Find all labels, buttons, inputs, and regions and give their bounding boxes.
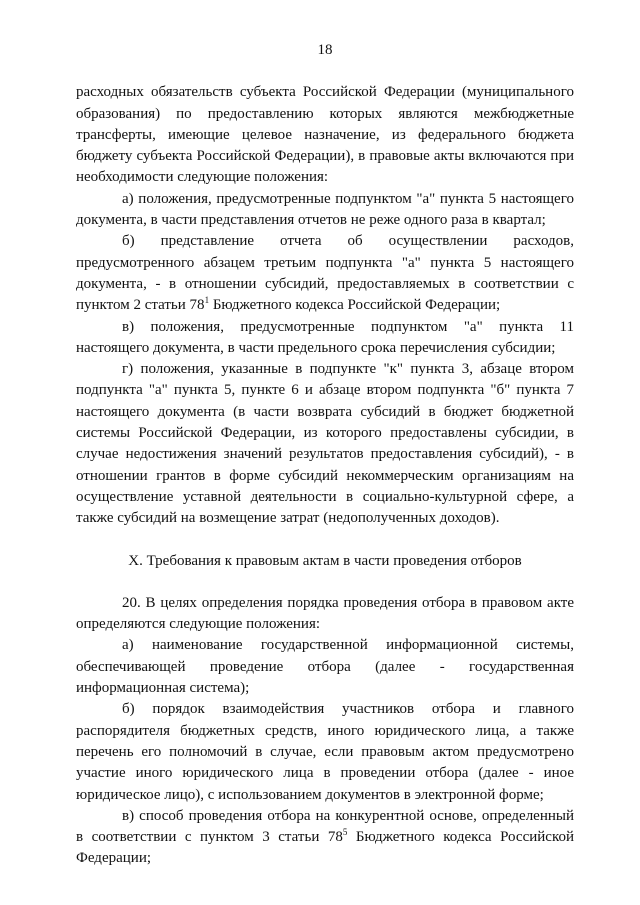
section-item-v (76, 806, 574, 870)
intro-item-b-tail: Бюджетного кодекса Российской Федерации; (209, 297, 501, 314)
paragraph-20: 20. В целях определения порядка проведения отбора в правовом акте определяются следующие положения: (76, 594, 574, 633)
section-heading: X. Требования к правовым актам в части проведения отборов (128, 552, 522, 569)
section-item-v-superscript: 5 (342, 827, 348, 838)
intro-item-v: в) положения, предусмотренные подпунктом "а" пункта 11 настоящего документа, в части предельного срока перечисления субсидии; (76, 318, 574, 356)
section-item-b: б) порядок взаимодействия участников отбора и главного распорядителя бюджетных средств, иного юридического лица, а также перечень его полномочий в случае, если правовым актом предусмотрено участие иного юридического лица в проведении отбора (далее - иное юридическое лицо), с использованием документов в электронной форме; (76, 701, 574, 803)
section-item-a: а) наименование государственной информационной системы, обеспечивающей проведение отбора (далее - государственная информационная система); (76, 637, 574, 697)
intro-item-a: а) положения, предусмотренные подпунктом "а" пункта 5 настоящего документа, в части представления отчетов не реже одного раза в квартал; (76, 190, 574, 229)
page-number: 18 (317, 42, 333, 58)
intro-item-b-superscript: 1 (204, 295, 210, 306)
section-item-v-text: в) способ проведения отбора на конкурентной основе, определенный в соответствии с пунктом 3 статьи 78 (76, 807, 574, 846)
intro-item-g: г) положения, указанные в подпункте "к" пункта 3, абзаце втором подпункта "а" пункта 5, пункте 6 и абзаце втором подпункта "б" пункта 7 настоящего документа (в части возврата субсидий в бюджет бюджетной системы Российской Федерации, из которого предоставлены субсидии, в случае недостижения значений результатов предоставления субсидий), - в отношении грантов в форме субсидий некоммерческим организациям на осуществление уставной деятельности в социально-культурной сфере, а также субсидий на возмещение затрат (недополученных доходов). (76, 361, 574, 527)
intro-item-b-text: б) представление отчета об осуществлении расходов, предусмотренного абзацем третьим подпункта "а" пункта 5 настоящего документа, - в отношении субсидий, предоставляемых в соответствии с пунктом 2 статьи 78 (76, 233, 574, 314)
intro-paragraph: расходных обязательств субъекта Российской Федерации (муниципального образования) по предоставлению которых являются межбюджетные трансферты, имеющие целевое назначение, из федерального бюджета бюджету субъекта Российской Федерации), в правовые акты включаются при необходимости следующие положения: (76, 84, 574, 186)
section-item-v-tail: Бюджетного кодекса Российской Федерации; (76, 829, 575, 867)
intro-item-b (76, 231, 574, 316)
